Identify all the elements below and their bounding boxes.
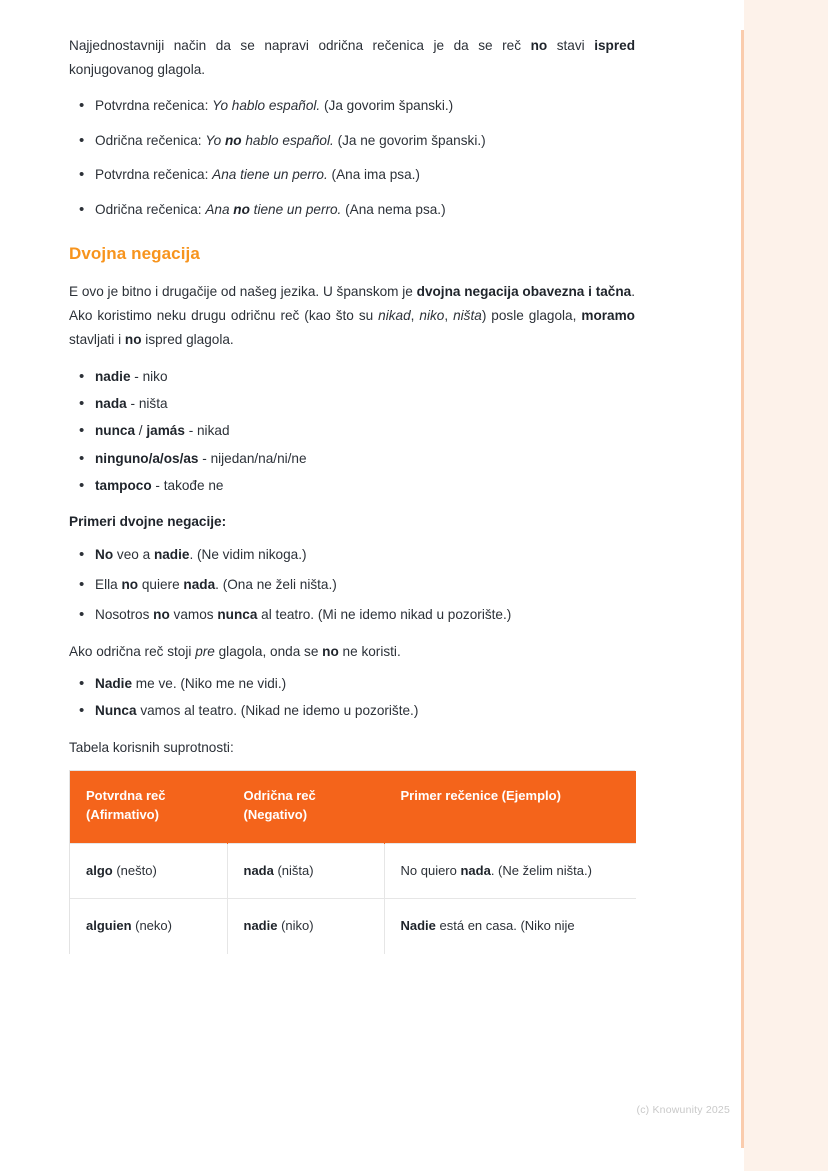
intro-examples-list	[69, 96, 635, 220]
cell-example: Nadie está en casa. (Niko nije	[384, 899, 636, 954]
list-item: • tampoco - takođe ne	[69, 476, 635, 496]
list-item: • Nunca vamos al teatro. (Nikad ne idemo u pozorište.)	[69, 701, 635, 721]
list-item: • Nadie me ve. (Niko me ne vidi.)	[69, 674, 635, 694]
list-item: • nadie - niko	[69, 367, 635, 387]
column-header-example: Primer rečenice (Ejemplo)	[384, 771, 636, 843]
section-title-double-negation: Dvojna negacija	[69, 243, 200, 263]
list-item: • Odrična rečenica: Ana no tiene un perro. (Ana nema psa.)	[69, 200, 635, 220]
page-decoration-strip	[744, 0, 828, 1171]
column-header-affirmative: Potvrdna reč (Afirmativo)	[70, 771, 227, 843]
list-item: • Potvrdna rečenica: Ana tiene un perro. (Ana ima psa.)	[69, 165, 635, 185]
cell-negative: nada (ništa)	[227, 843, 384, 899]
negative-words-list	[69, 367, 635, 497]
table-header-row	[70, 771, 636, 843]
list-item: • Ella no quiere nada. (Ona ne želi ništa.)	[69, 575, 635, 595]
intro-paragraph: Najjednostavniji način da se napravi odrična rečenica je da se reč no stavi ispred konjugovanog glagola.	[69, 38, 635, 78]
list-item: • nada - ništa	[69, 394, 635, 414]
cell-example: No quiero nada. (Ne želim ništa.)	[384, 843, 636, 899]
list-item: • Nosotros no vamos nunca al teatro. (Mi ne idemo nikad u pozorište.)	[69, 605, 635, 625]
list-item: • Odrična rečenica: Yo no hablo español. (Ja ne govorim španski.)	[69, 131, 635, 151]
pre-verb-rule-paragraph: Ako odrična reč stoji pre glagola, onda se no ne koristi.	[69, 643, 401, 659]
table-row	[70, 899, 636, 954]
double-negation-paragraph: E ovo je bitno i drugačije od našeg jezika. U španskom je dvojna negacija obavezna i tačna. Ako koristimo neku drugu odričnu reč (kao što su nikad, niko, ništa) posle glagola, moramo stavljati i no ispred glagola.	[69, 283, 635, 348]
double-negation-examples-list	[69, 545, 635, 626]
cell-negative: nadie (niko)	[227, 899, 384, 954]
table-intro-paragraph: Tabela korisnih suprotnosti:	[69, 739, 234, 755]
list-item: • No veo a nadie. (Ne vidim nikoga.)	[69, 545, 635, 565]
list-item: • nunca / jamás - nikad	[69, 421, 635, 441]
watermark: (c) Knowunity 2025	[636, 1104, 730, 1116]
examples-heading: Primeri dvojne negacije:	[69, 514, 227, 530]
cell-affirmative: alguien (neko)	[70, 899, 227, 954]
list-item: • ninguno/a/os/as - nijedan/na/ni/ne	[69, 449, 635, 469]
document-content	[69, 34, 635, 954]
column-header-negative: Odrična reč (Negativo)	[227, 771, 384, 843]
page-decoration-line	[741, 30, 744, 1148]
table-row	[70, 843, 636, 899]
list-item: • Potvrdna rečenica: Yo hablo español. (Ja govorim španski.)	[69, 96, 635, 116]
opposites-table	[69, 770, 635, 954]
cell-affirmative: algo (nešto)	[70, 843, 227, 899]
pre-verb-examples-list	[69, 674, 635, 722]
